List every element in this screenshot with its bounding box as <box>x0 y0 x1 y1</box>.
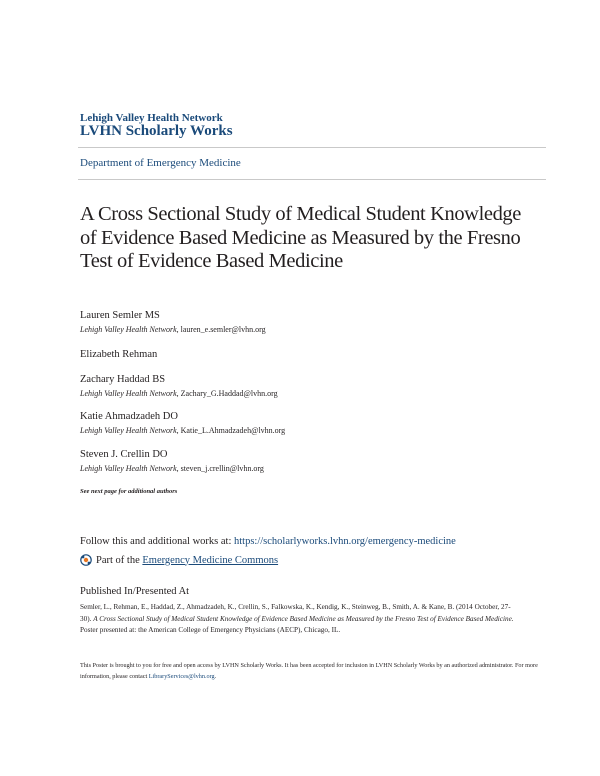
affiliation-name: Lehigh Valley Health Network <box>80 464 177 473</box>
follow-link[interactable]: https://scholarlyworks.lvhn.org/emergency-medicine <box>234 536 456 547</box>
follow-line <box>80 536 456 547</box>
author-name: Zachary Haddad BS <box>80 374 166 385</box>
footer-end: . <box>214 673 217 680</box>
author-name: Elizabeth Rehman <box>80 349 158 360</box>
author-affiliation: Lehigh Valley Health Network, Zachary_G.Haddad@lvhn.org <box>80 389 278 398</box>
department-link[interactable]: Department of Emergency Medicine <box>80 157 241 169</box>
affiliation-name: Lehigh Valley Health Network <box>80 389 177 398</box>
affiliation-name: Lehigh Valley Health Network <box>80 426 177 435</box>
author-email: Katie_L.Ahmadzadeh@lvhn.org <box>180 426 286 435</box>
footer-notice <box>80 660 540 682</box>
divider <box>78 179 546 180</box>
author-name: Katie Ahmadzadeh DO <box>80 411 178 422</box>
author-email: steven_j.crellin@lvhn.org <box>180 464 264 473</box>
document-title: A Cross Sectional Study of Medical Student Knowledge of Evidence Based Medicine as Measured by the Fresno Test of Evidence Based Medicine <box>80 203 521 272</box>
published-heading: Published In/Presented At <box>80 586 190 597</box>
author-affiliation: Lehigh Valley Health Network, Katie_L.Ahmadzadeh@lvhn.org <box>80 426 286 435</box>
commons-link[interactable]: Emergency Medicine Commons <box>142 554 279 566</box>
author-name: Steven J. Crellin DO <box>80 449 168 460</box>
part-of-prefix: Part of the <box>96 554 140 566</box>
more-authors-note: See next page for additional authors <box>80 488 178 495</box>
citation <box>80 602 520 637</box>
follow-prefix: Follow this and additional works at: <box>80 536 234 547</box>
citation-end: Poster presented at: the American College of Emergency Physicians (AECP), Chicago, IL. <box>80 626 341 634</box>
author-affiliation: Lehigh Valley Health Network, steven_j.crellin@lvhn.org <box>80 464 264 473</box>
contact-email-link[interactable]: LibraryServices@lvhn.org <box>148 673 215 680</box>
author-affiliation: Lehigh Valley Health Network, lauren_e.semler@lvhn.org <box>80 325 266 334</box>
author-email: lauren_e.semler@lvhn.org <box>180 325 266 334</box>
divider <box>78 147 546 148</box>
repository-title[interactable]: LVHN Scholarly Works <box>80 123 233 139</box>
citation-start: Semler, L., Rehman, E., Haddad, Z., Ahmadzadeh, K., Crellin, S., Falkowska, K., Kendig, K., Steinweg, B., Smith, A. & Kane, B. (2014 October, 27-30). <box>80 603 511 623</box>
part-of-line <box>80 554 278 566</box>
author-email: Zachary_G.Haddad@lvhn.org <box>180 389 278 398</box>
author-name: Lauren Semler MS <box>80 310 160 321</box>
footer-text: This Poster is brought to you for free and open access by LVHN Scholarly Works. It has been accepted for inclusion in LVHN Scholarly Works by an authorized administrator. For more information, please contact <box>80 662 538 680</box>
citation-title: A Cross Sectional Study of Medical Student Knowledge of Evidence Based Medicine as Measured by the Fresno Test of Evidence Based Medicine. <box>93 614 514 623</box>
network-name: Lehigh Valley Health Network <box>80 112 223 124</box>
commons-network-icon <box>80 554 92 566</box>
affiliation-name: Lehigh Valley Health Network <box>80 325 177 334</box>
